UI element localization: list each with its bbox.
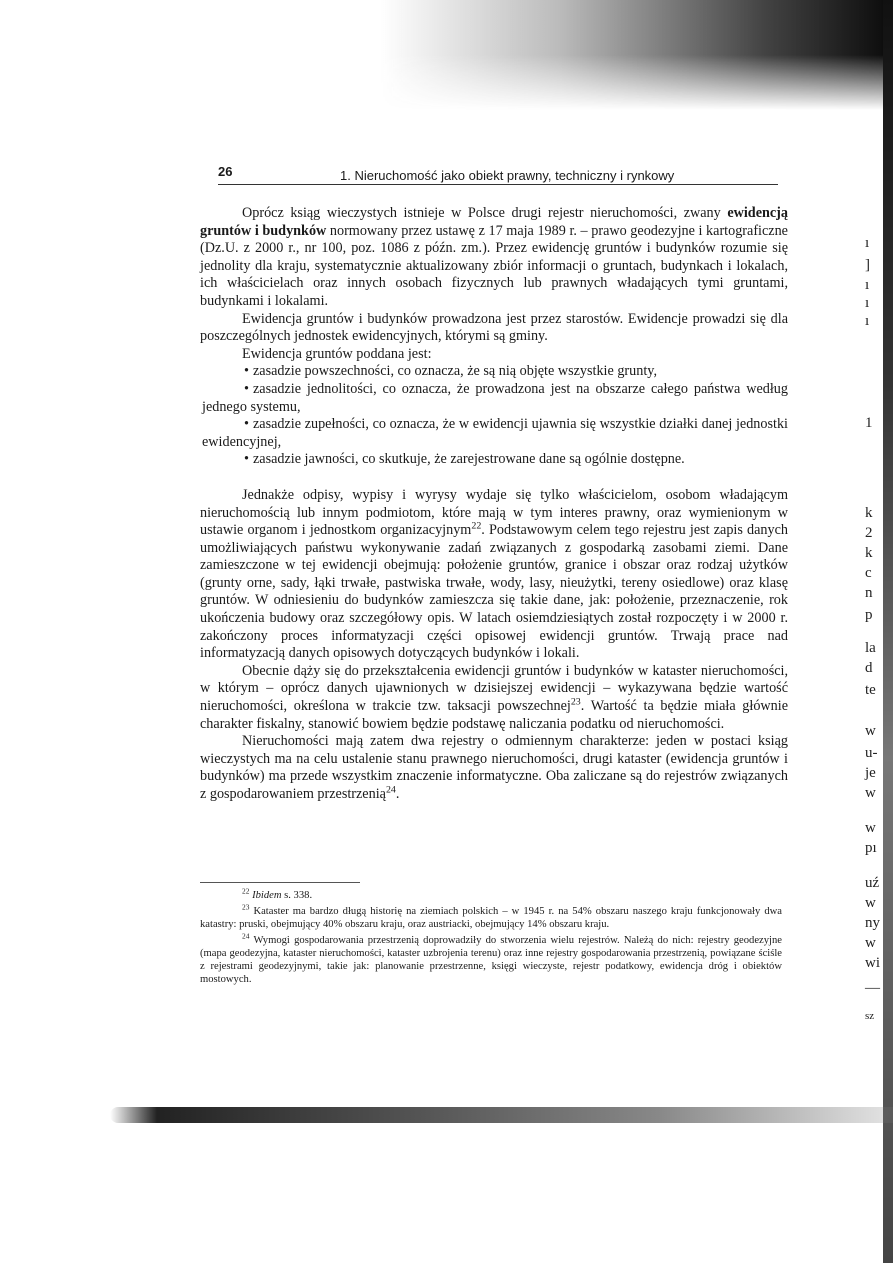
footnote-ref: 24 (385, 784, 396, 796)
footnote-ref: 23 (570, 696, 581, 708)
footnote-number: 23 (242, 902, 250, 912)
bullet-icon: • (244, 416, 249, 433)
margin-fragment: d (865, 660, 873, 676)
margin-fragment: 1 (865, 415, 873, 431)
margin-fragment: je (865, 765, 876, 781)
footnote: $^{23}$ Kataster ma bardzo długą historię na ziemiach polskich – w 1945 r. na 54% obszaru naszego kraju funkcjonowały dwa katastry: pruski, obejmujący 40% obszaru kraju, oraz austriacki, obejmujący 14% obszaru kraju. (200, 902, 782, 930)
margin-fragment: n (865, 585, 873, 601)
body-text (200, 205, 788, 804)
margin-fragment: u- (865, 745, 878, 761)
margin-fragment: k (865, 545, 873, 561)
margin-fragment: ı (865, 235, 870, 251)
scan-streak-bottom (110, 1107, 893, 1123)
margin-fragment: wi (865, 955, 880, 971)
page-number: 26 (218, 164, 233, 179)
running-head (218, 162, 778, 186)
margin-fragment: w (865, 935, 876, 951)
bullet-item: • zasadzie jednolitości, co oznacza, że prowadzona jest na obszarze całego państwa według jednego systemu, (202, 380, 788, 415)
margin-fragment: ı (865, 313, 870, 329)
margin-fragment: sz (865, 1010, 875, 1022)
footnote-number: 22 (242, 886, 250, 896)
bullet-icon: • (244, 363, 249, 380)
footnote: $^{22}$ Ibidem s. 338. (242, 886, 313, 901)
margin-fragment: ı (865, 295, 870, 311)
bullet-icon: • (244, 380, 249, 397)
margin-fragment: k (865, 505, 873, 521)
bold-term: ewidencją gruntów i budynków (200, 205, 788, 239)
margin-fragment: w (865, 723, 876, 739)
header-rule (218, 184, 778, 185)
paragraph: Ewidencja gruntów i budynków prowadzona jest przez starostów. Ewidencje prowadzi się dla poszczególnych jednostek ewidencyjnych, którymi są gminy. (200, 310, 788, 345)
margin-fragment: uź (865, 875, 880, 891)
paragraph: Oprócz ksiąg wieczystych istnieje w Polsce drugi rejestr nieruchomości, zwany ewidencją gruntów i budynków normowany przez ustawę z 17 maja 1989 r. – prawo geodezyjne i kartograficzne (Dz.U. z 2000 r., nr 100, poz. 1086 z późn. zm.). Przez ewidencję gruntów i budynków rozumie się jednolity dla kraju, systematycznie aktualizowany zbiór informacji o gruntach, budynkach i lokalach, ich właścicielach oraz innych osobach fizycznych lub prawnych władających tymi gruntami, budynkami i lokalami. (200, 205, 788, 309)
margin-fragment: w (865, 820, 876, 836)
paragraph-gap (200, 469, 788, 487)
margin-fragment: la (865, 640, 876, 656)
footnotes (200, 882, 782, 989)
paragraph: Jednakże odpisy, wypisy i wyrysy wydaje się tylko właścicielom, osobom władającym nieruchomością lub innym podmiotom, które mają w tym interes prawny, oraz wymienionym w ustawie organom i jednostkom organizacyjnym$^{22}$. Podstawowym celem tego rejestru jest zapis danych umożliwiających państwu wykonywanie zadań związanych z gospodarką zasobami ziemi. Dane zamieszczone w tej ewidencji obejmują: położenie gruntów, granice i obszar oraz rodzaj użytków (grunty orne, sady, łąki trwałe, pastwiska trwałe, wody, lasy, nieużytki, tereny osiedlowe) oraz klasę gruntów. W odniesieniu do budynków zamieszcza się takie dane, jak: położenie, przeznaczenie, rok ukończenia budowy oraz szczegółowy opis. W latach osiemdziesiątych został rozpoczęty i w 2000 r. zakończony proces informatyzacji części opisowej ewidencji gruntów. Trwają prace nad informatyzacją danych opisowych dotyczących budynków i lokali. (200, 486, 788, 662)
scan-shadow-top (380, 0, 893, 110)
footnote-ref: 22 (471, 520, 482, 532)
margin-fragment: c (865, 565, 872, 581)
scan-edge-right (883, 0, 893, 1263)
margin-fragment: w (865, 895, 876, 911)
margin-fragment: te (865, 682, 876, 698)
margin-fragment: ] (865, 257, 870, 273)
margin-fragment: ny (865, 915, 880, 931)
paragraph: Ewidencja gruntów poddana jest: (242, 345, 432, 362)
margin-fragment: ı (865, 277, 870, 293)
bullet-item: • zasadzie powszechności, co oznacza, że są nią objęte wszystkie grunty, (244, 363, 658, 380)
bullet-item: • zasadzie jawności, co skutkuje, że zarejestrowane dane są ogólnie dostępne. (244, 451, 685, 468)
chapter-title: 1. Nieruchomość jako obiekt prawny, techniczny i rynkowy (340, 168, 675, 183)
margin-fragment: w (865, 785, 876, 801)
margin-fragment: pı (865, 840, 877, 856)
footnote-number: 24 (242, 931, 250, 941)
bullet-item: • zasadzie zupełności, co oznacza, że w ewidencji ujawnia się wszystkie działki danej jednostki ewidencyjnej, (202, 416, 788, 450)
margin-fragment: 2 (865, 525, 873, 541)
bullet-icon: • (244, 451, 249, 468)
paragraph: Obecnie dąży się do przekształcenia ewidencji gruntów i budynków w kataster nieruchomości, w którym – oprócz danych ujawnionych w dzisiejszej ewidencji – wykazywana będzie wartość nieruchomości, określona w trakcie tzw. taksacji powszechnej$^{23}$. Wartość ta będzie miała głównie charakter fiskalny, stanowić bowiem będzie podstawę naliczania podatku od nieruchomości. (200, 662, 788, 732)
footnote-rule (200, 882, 360, 883)
margin-fragment: — (865, 980, 880, 996)
paragraph: Nieruchomości mają zatem dwa rejestry o odmiennym charakterze: jeden w postaci ksiąg wieczystych ma na celu ustalenie stanu prawnego nieruchomości, drugi kataster (ewidencja gruntów i budynków) ma przede wszystkim znaczenie informatyczne. Oba zaliczane są do rejestrów związanych z gospodarowaniem przestrzenią$^{24}$. (200, 733, 788, 802)
footnote: $^{24}$ Wymogi gospodarowania przestrzenią doprowadziły do stworzenia wielu rejestrów. Należą do nich: rejestry geodezyjne (mapa geodezyjna, kataster nieruchomości, kataster uzbrojenia terenu) oraz inne rejestry gospodarowania przestrzenią, powiązane ściśle z rejestrami geodezyjnymi, takie jak: planowanie przestrzenne, księgi wieczyste, rejestr podatkowy, ewidencja dróg i obiektów mostowych. (200, 931, 782, 985)
margin-fragment: p (865, 607, 873, 623)
